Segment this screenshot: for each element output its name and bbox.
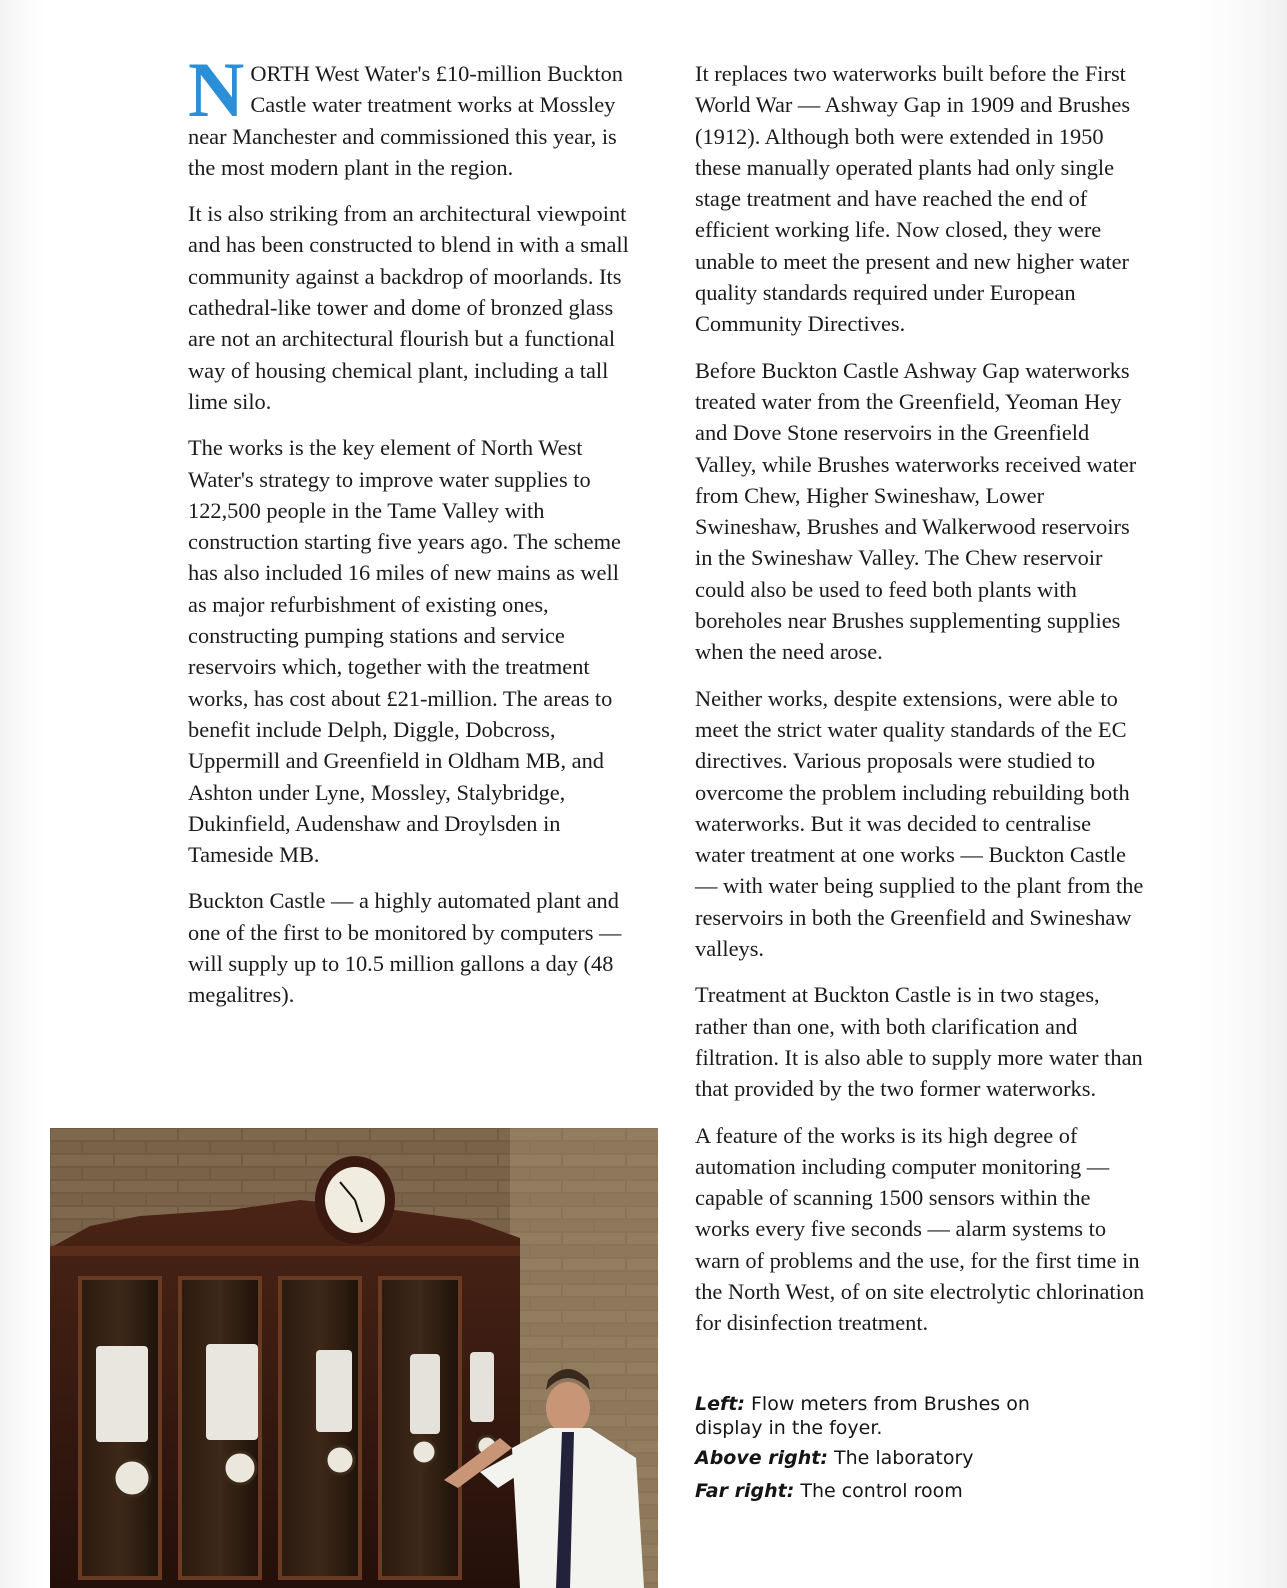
article-paragraph: Before Buckton Castle Ashway Gap waterworks treated water from the Greenfield, Yeoman Hey and Dove Stone reservoirs in the Greenfield Valley, while Brushes waterworks received water from Chew, Higher Swineshaw, Lower Swineshaw, Brushes and Walkerwood reservoirs in the Swineshaw Valley. The Chew reservoir could also be used to feed both plants with boreholes near Brushes supplementing supplies when the need arose. — [695, 357, 1137, 665]
page-edge-shadow-right — [1197, 0, 1287, 1588]
paragraph-text: ORTH West Water's £10-million Buckton Castle water treatment works at Mossley near Manchester and commissioned this year, is the most modern plant in the region. — [188, 61, 623, 180]
article-paragraph: It is also striking from an architectural viewpoint and has been constructed to blend in with a small community against a backdrop of moorlands. Its cathedral-like tower and dome of bronzed glass are not an architectural flourish but a functional way of housing chemical plant, including a tall lime silo. — [188, 201, 629, 414]
article-paragraph: Treatment at Buckton Castle is in two stages, rather than one, with both clarification and filtration. It is also able to supply more water than that provided by the two former waterworks. — [695, 982, 1143, 1102]
article-column-left — [188, 46, 643, 1026]
caption-text: The control room — [800, 1480, 963, 1502]
caption-text: Flow meters from Brushes on display in the foyer. — [695, 1393, 1030, 1439]
caption-heading: Left: — [695, 1393, 745, 1415]
article-paragraph — [188, 46, 643, 183]
caption-heading: Far right: — [695, 1480, 795, 1502]
dropcap-letter: N — [188, 46, 245, 133]
caption-left — [695, 1392, 1055, 1440]
flow-meters-photo — [50, 1128, 658, 1588]
article-paragraph: Buckton Castle — a highly automated plant and one of the first to be monitored by computers — will supply up to 10.5 million gallons a day (48 megalitres). — [188, 888, 622, 1008]
article-column-right — [695, 58, 1145, 1354]
article-paragraph: Neither works, despite extensions, were able to meet the strict water quality standards of the EC directives. Various proposals were studied to overcome the problem including rebuilding both waterworks. But it was decided to centralise water treatment at one works — Buckton Castle — with water being supplied to the plant from the reservoirs in both the Greenfield and Swineshaw valleys. — [695, 685, 1144, 962]
caption-far-right — [695, 1479, 1055, 1503]
photo-captions — [695, 1392, 1055, 1512]
article-paragraph: The works is the key element of North West Water's strategy to improve water supplies to 122,500 people in the Tame Valley with construction starting five years ago. The scheme has also included 16 miles of new mains as well as major refurbishment of existing ones, constructing pumping stations and service reservoirs which, together with the treatment works, has cost about £21-million. The areas to benefit include Delph, Diggle, Dobcross, Uppermill and Greenfield in Oldham MB, and Ashton under Lyne, Mossley, Stalybridge, Dukinfield, Audenshaw and Droylsden in Tameside MB. — [188, 435, 621, 868]
flow-meters-illustration — [50, 1128, 658, 1588]
article-paragraph: A feature of the works is its high degree of automation including computer monitoring — capable of scanning 1500 sensors within the works every five seconds — alarm systems to warn of problems and the use, for the first time in the North West, of on site electrolytic chlorination for disinfection treatment. — [695, 1122, 1145, 1336]
caption-heading: Above right: — [695, 1447, 828, 1469]
caption-above-right — [695, 1446, 1055, 1470]
article-paragraph: It replaces two waterworks built before the First World War — Ashway Gap in 1909 and Brushes (1912). Although both were extended in 1950 these manually operated plants had only single stage treatment and have reached the end of efficient working life. Now closed, they were unable to meet the present and new higher water quality standards required under European Community Directives. — [695, 61, 1131, 337]
caption-text: The laboratory — [833, 1447, 974, 1469]
page-edge-shadow-left — [0, 0, 44, 1588]
